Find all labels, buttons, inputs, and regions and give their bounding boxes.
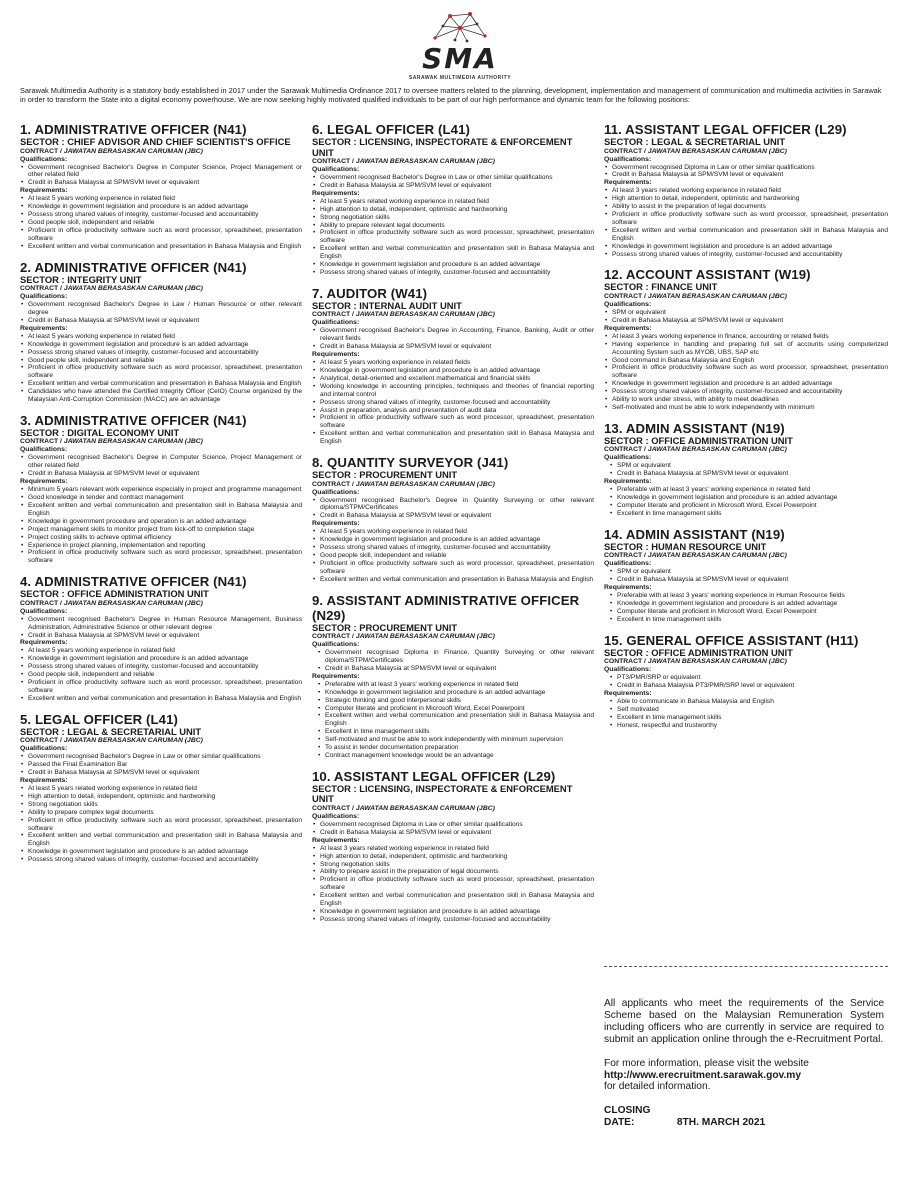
contract-scheme: JAWATAN BERASASKAN CARUMAN (JBC) bbox=[63, 737, 203, 745]
requirement-item: • Knowledge in government legislation and procedure is an added advantage bbox=[312, 536, 594, 544]
requirement-item: • Ability to prepare complex legal documents bbox=[20, 809, 302, 817]
job-title: 4. ADMINISTRATIVE OFFICER (N41) bbox=[20, 574, 247, 590]
requirement-item: • Excellent written and verbal communication and presentation skill in Bahasa Malaysia and English bbox=[312, 245, 594, 261]
requirement-item: • Excellent written and verbal communication and presentation skill in Bahasa Malaysia and English bbox=[20, 502, 302, 518]
requirement-item: • Knowledge in government legislation and procedure is an added advantage bbox=[20, 848, 302, 856]
logo-subtitle: SARAWAK MULTIMEDIA AUTHORITY bbox=[408, 75, 512, 81]
job-posting bbox=[312, 593, 594, 760]
requirements-list bbox=[20, 333, 302, 404]
qualification-item: • Credit in Bahasa Malaysia at SPM/SVM level or equivalent bbox=[604, 576, 888, 584]
requirement-item: • Proficient in office productivity software such as word processor, spreadsheet, presentation software bbox=[312, 560, 594, 576]
requirement-item: • Excellent written and verbal communication and presentation in Bahasa Malaysia and English bbox=[20, 380, 302, 388]
requirement-item: • Strong negotiation skills bbox=[20, 801, 302, 809]
requirement-item: • Ability to assist in the preparation of legal documents bbox=[604, 203, 888, 211]
requirement-item: • Working knowledge in accounting principles, techniques and theories of financial reporting and internal control bbox=[312, 383, 594, 399]
contract-scheme: JAWATAN BERASASKAN CARUMAN (JBC) bbox=[63, 285, 203, 293]
job-title: 15. GENERAL OFFICE ASSISTANT (H11) bbox=[604, 632, 859, 648]
requirement-item: • Possess strong shared values of integrity, customer-focused and accountability bbox=[604, 251, 888, 259]
contract-scheme: JAWATAN BERASASKAN CARUMAN (JBC) bbox=[647, 292, 787, 300]
job-title: 14. ADMIN ASSISTANT (N19) bbox=[604, 526, 785, 542]
requirement-item: • Good people skill, independent and reliable bbox=[20, 671, 302, 679]
job-posting bbox=[20, 260, 302, 404]
requirements-list bbox=[604, 333, 888, 412]
requirements-label: Requirements: bbox=[604, 478, 652, 486]
requirement-item: • At least 5 years working experience in related field bbox=[312, 528, 594, 536]
qualifications-label: Qualifications: bbox=[604, 560, 652, 568]
contract-scheme: JAWATAN BERASASKAN CARUMAN (JBC) bbox=[63, 438, 203, 446]
qualifications-list bbox=[604, 674, 888, 690]
qualifications-label: Qualifications: bbox=[312, 812, 360, 820]
qualifications-list bbox=[20, 164, 302, 188]
requirements-label: Requirements: bbox=[20, 187, 68, 195]
requirement-item: • High attention to detail, independent, optimistic and hardworking bbox=[312, 853, 594, 861]
requirement-item: • At least 5 years related working experience in related field bbox=[312, 198, 594, 206]
requirement-item: • At least 5 years working experience in related fields bbox=[312, 359, 594, 367]
requirements-list bbox=[20, 195, 302, 250]
requirement-item: • Strong negotiation skills bbox=[312, 214, 594, 222]
requirement-item: • Possess strong shared values of integrity, customer-focused and accountability bbox=[20, 211, 302, 219]
contract-label: CONTRACT / bbox=[604, 446, 648, 454]
requirement-item: • Excellent written and verbal communication and presentation skill in Bahasa Malaysia and English bbox=[312, 712, 594, 728]
job-title: 2. ADMINISTRATIVE OFFICER (N41) bbox=[20, 259, 247, 275]
qualification-item: • PT3/PMR/SRP or equivalent bbox=[604, 674, 888, 682]
qualification-item: • Credit in Bahasa Malaysia at SPM/SVM level or equivalent bbox=[312, 665, 594, 673]
job-sector: SECTOR : INTERNAL AUDIT UNIT bbox=[312, 299, 462, 311]
contract-scheme: JAWATAN BERASASKAN CARUMAN (JBC) bbox=[355, 311, 495, 319]
qualification-item: • Government recognised Bachelor's Degree in Computer Science, Project Management or other related field bbox=[20, 454, 302, 470]
job-title: 9. ASSISTANT ADMINISTRATIVE OFFICER (N29) bbox=[312, 592, 580, 623]
job-sector: SECTOR : LEGAL & SECRETARIAL UNIT bbox=[20, 725, 202, 737]
qualifications-label: Qualifications: bbox=[20, 293, 68, 301]
requirement-item: • To assist in tender documentation preparation bbox=[312, 744, 594, 752]
qualification-item: • Credit in Bahasa Malaysia PT3/PMR/SRP level or equivalent bbox=[604, 682, 888, 690]
qualification-item: • Credit in Bahasa Malaysia at SPM/SVM level or equivalent bbox=[312, 343, 594, 351]
application-info bbox=[604, 998, 884, 1129]
requirements-list bbox=[312, 198, 594, 277]
contract-type bbox=[312, 805, 594, 813]
job-sector: SECTOR : OFFICE ADMINISTRATION UNIT bbox=[604, 646, 793, 658]
qualifications-label: Qualifications: bbox=[20, 155, 68, 163]
requirement-item: • Preferable with at least 3 years' working experience in related field bbox=[312, 681, 594, 689]
qualifications-list bbox=[20, 454, 302, 478]
job-title: 3. ADMINISTRATIVE OFFICER (N41) bbox=[20, 412, 247, 428]
requirements-label: Requirements: bbox=[604, 324, 652, 332]
requirement-item: • Knowledge in government legislation and procedure is an added advantage bbox=[312, 908, 594, 916]
requirements-list bbox=[604, 486, 888, 518]
qualifications-label: Qualifications: bbox=[604, 454, 652, 462]
contract-type bbox=[312, 158, 594, 166]
requirements-label: Requirements: bbox=[312, 520, 360, 528]
contract-type bbox=[312, 311, 594, 319]
requirement-item: • Knowledge in government legislation and procedure is an added advantage bbox=[604, 600, 888, 608]
requirement-item: • Proficient in office productivity software such as word processor, spreadsheet, presentation software bbox=[312, 876, 594, 892]
requirement-item: • Honest, respectful and trustworthy bbox=[604, 722, 888, 730]
requirements-label: Requirements: bbox=[312, 836, 360, 844]
requirements-label: Requirements: bbox=[312, 351, 360, 359]
contract-type bbox=[312, 481, 594, 489]
dashed-divider bbox=[604, 966, 888, 967]
contract-type bbox=[604, 658, 888, 666]
requirement-item: • At least 5 years working experience in related field bbox=[20, 195, 302, 203]
qualification-item: • Credit in Bahasa Malaysia at SPM/SVM level or equivalent bbox=[604, 171, 888, 179]
qualification-item: • Government recognised Bachelor's Degree in Law or other similar qualifications bbox=[312, 174, 594, 182]
qualification-item: • Credit in Bahasa Malaysia at SPM/SVM level or equivalent bbox=[604, 317, 888, 325]
qualifications-list bbox=[20, 753, 302, 777]
qualifications-label: Qualifications: bbox=[312, 166, 360, 173]
requirements-list bbox=[20, 647, 302, 702]
contract-label: CONTRACT / bbox=[312, 480, 356, 488]
qualification-item: • Credit in Bahasa Malaysia at SPM/SVM level or equivalent bbox=[20, 769, 302, 777]
qualifications-label: Qualifications: bbox=[20, 607, 68, 615]
requirement-item: • Strong negotiation skills bbox=[312, 861, 594, 869]
requirement-item: • Proficient in office productivity software such as word processor, spreadsheet, presentation software bbox=[20, 817, 302, 833]
requirement-item: • Possess strong shared values of integrity, customer-focused and accountability bbox=[312, 269, 594, 277]
qualification-item: • Credit in Bahasa Malaysia at SPM/SVM level or equivalent bbox=[312, 182, 594, 190]
qualification-item: • Passed the Final Examination Bar bbox=[20, 761, 302, 769]
job-title: 1. ADMINISTRATIVE OFFICER (N41) bbox=[20, 122, 247, 137]
closing-date-label: CLOSING DATE: bbox=[604, 1105, 651, 1129]
requirement-item: • Excellent written and verbal communication and presentation in Bahasa Malaysia and English bbox=[20, 243, 302, 251]
requirement-item: • Proficient in office productivity software such as word processor, spreadsheet, presentation software bbox=[312, 414, 594, 430]
contract-scheme: JAWATAN BERASASKAN CARUMAN (JBC) bbox=[355, 158, 495, 165]
qualification-item: • Credit in Bahasa Malaysia at SPM/SVM level or equivalent bbox=[312, 829, 594, 837]
qualifications-list bbox=[312, 174, 594, 190]
contract-label: CONTRACT / bbox=[312, 158, 356, 165]
contract-scheme: JAWATAN BERASASKAN CARUMAN (JBC) bbox=[63, 147, 203, 155]
requirement-item: • Proficient in office productivity software such as word processor, spreadsheet, presentation software bbox=[20, 364, 302, 380]
requirement-item: • Good knowledge in tender and contract management bbox=[20, 494, 302, 502]
requirement-item: • Good people skill, independent and reliable bbox=[20, 357, 302, 365]
requirement-item: • Excellent in time management skills bbox=[604, 616, 888, 624]
qualification-item: • Credit in Bahasa Malaysia at SPM/SVM level or equivalent bbox=[20, 179, 302, 187]
qualification-item: • Government recognised Bachelor's Degree in Human Resource Management, Business Administration, Administrative Science or other relevant degree bbox=[20, 616, 302, 632]
requirement-item: • Possess strong shared values of integrity, customer-focused and accountability bbox=[312, 399, 594, 407]
requirement-item: • At least 3 years related working experience in related field bbox=[312, 845, 594, 853]
job-title: 12. ACCOUNT ASSISTANT (W19) bbox=[604, 267, 811, 283]
requirement-item: • High attention to detail, independent, optimistic and hardworking bbox=[312, 206, 594, 214]
requirement-item: • Computer literate and proficient in Microsoft Word, Excel Powerpoint bbox=[604, 608, 888, 616]
contract-type bbox=[20, 438, 302, 446]
job-posting bbox=[20, 574, 302, 703]
job-posting bbox=[604, 122, 888, 258]
requirement-item: • Good command in Bahasa Malaysia and English bbox=[604, 357, 888, 365]
apply-text: All applicants who meet the requirements of the Service Scheme based on the Malaysian Remuneration System including officers who are currently in service are required to submit an application online through the e-Recruitment Portal. bbox=[604, 998, 884, 1045]
qualifications-list bbox=[604, 309, 888, 325]
job-posting bbox=[20, 122, 302, 251]
job-sector: SECTOR : LICENSING, INSPECTORATE & ENFORCEMENT UNIT bbox=[312, 782, 573, 805]
requirements-label: Requirements: bbox=[20, 478, 68, 486]
requirements-list bbox=[604, 187, 888, 258]
contract-scheme: JAWATAN BERASASKAN CARUMAN (JBC) bbox=[63, 599, 203, 607]
requirement-item: • Having experience in handling and preparing full set of accounts using computerized Accounting System such as MYOB, UBS, SAP etc bbox=[604, 341, 888, 357]
job-posting bbox=[312, 122, 594, 277]
qualification-item: • Government recognised Diploma in Law or other similar qualifications bbox=[604, 164, 888, 172]
requirement-item: • Knowledge in government legislation and procedure is an added advantage bbox=[20, 655, 302, 663]
requirement-item: • Possess strong shared values of integrity, customer-focused and accountability bbox=[312, 544, 594, 552]
contract-label: CONTRACT / bbox=[20, 438, 64, 446]
requirement-item: • Self-motivated and must be able to work independently with minimum bbox=[604, 404, 888, 412]
requirements-list bbox=[604, 698, 888, 730]
qualification-item: • Credit in Bahasa Malaysia at SPM/SVM level or equivalent bbox=[604, 470, 888, 478]
requirement-item: • Knowledge in government legislation and procedure is an added advantage bbox=[604, 243, 888, 251]
requirements-list bbox=[312, 359, 594, 446]
closing-date-row bbox=[604, 1105, 884, 1129]
qualification-item: • SPM or equivalent bbox=[604, 568, 888, 576]
contract-scheme: JAWATAN BERASASKAN CARUMAN (JBC) bbox=[647, 147, 787, 155]
requirements-label: Requirements: bbox=[604, 179, 652, 187]
job-title: 6. LEGAL OFFICER (L41) bbox=[312, 122, 471, 137]
qualification-item: • SPM or equivalent bbox=[604, 309, 888, 317]
column-3 bbox=[604, 122, 888, 739]
requirement-item: • Ability to work under stress, with ability to meet deadlines bbox=[604, 396, 888, 404]
job-sector: SECTOR : DIGITAL ECONOMY UNIT bbox=[20, 426, 180, 438]
requirement-item: • Project management skills to monitor project from kick-off to completion stage bbox=[20, 526, 302, 534]
requirement-item: • At least 5 years related working experience in related field bbox=[20, 785, 302, 793]
qualifications-label: Qualifications: bbox=[20, 446, 68, 454]
qualifications-label: Qualifications: bbox=[20, 745, 68, 753]
job-sector: SECTOR : LICENSING, INSPECTORATE & ENFORCEMENT UNIT bbox=[312, 136, 573, 158]
job-posting bbox=[20, 413, 302, 565]
contract-scheme: JAWATAN BERASASKAN CARUMAN (JBC) bbox=[647, 552, 787, 560]
job-title: 13. ADMIN ASSISTANT (N19) bbox=[604, 420, 785, 436]
requirement-item: • Minimum 5 years relevant work experience especially in project and programme management bbox=[20, 486, 302, 494]
qualifications-list bbox=[20, 616, 302, 640]
job-title: 7. AUDITOR (W41) bbox=[312, 285, 428, 301]
requirement-item: • At least 3 years related working experience in related field bbox=[604, 187, 888, 195]
column-1 bbox=[20, 122, 302, 873]
job-sector: SECTOR : PROCUREMENT UNIT bbox=[312, 621, 458, 633]
job-posting bbox=[604, 633, 888, 730]
requirement-item: • Proficient in office productivity software such as word processor, spreadsheet, presentation software bbox=[604, 364, 888, 380]
requirement-item: • Possess strong shared values of integrity, customer-focused and accountability bbox=[20, 856, 302, 864]
qualifications-list bbox=[604, 164, 888, 180]
contract-type bbox=[604, 148, 888, 156]
contract-type bbox=[604, 446, 888, 454]
qualifications-label: Qualifications: bbox=[604, 155, 652, 163]
info-tail: for detailed information. bbox=[604, 1081, 711, 1093]
qualification-item: • Government recognised Bachelor's Degree in Law or other similar qualifications bbox=[20, 753, 302, 761]
requirements-list bbox=[312, 845, 594, 924]
contract-label: CONTRACT / bbox=[604, 658, 648, 666]
column-2 bbox=[312, 122, 594, 933]
contract-label: CONTRACT / bbox=[20, 285, 64, 293]
contract-type bbox=[312, 633, 594, 641]
requirement-item: • High attention to detail, independent, optimistic and hardworking bbox=[604, 195, 888, 203]
contract-label: CONTRACT / bbox=[20, 147, 64, 155]
requirement-item: • Ability to prepare assist in the preparation of legal documents bbox=[312, 868, 594, 876]
requirement-item: • At least 3 years working experience in finance, accounting or related fields bbox=[604, 333, 888, 341]
job-posting bbox=[604, 421, 888, 518]
requirement-item: • Analytical, detail-oriented and excellent mathematical and financial skills bbox=[312, 375, 594, 383]
contract-label: CONTRACT / bbox=[312, 804, 356, 812]
requirements-list bbox=[20, 785, 302, 864]
qualifications-label: Qualifications: bbox=[312, 488, 360, 496]
qualifications-list bbox=[20, 301, 302, 325]
requirements-list bbox=[312, 681, 594, 760]
logo-text: SMA bbox=[422, 42, 498, 75]
requirement-item: • Knowledge in government legislation and procedure is an added advantage bbox=[312, 689, 594, 697]
contract-label: CONTRACT / bbox=[604, 292, 648, 300]
job-title: 11. ASSISTANT LEGAL OFFICER (L29) bbox=[604, 122, 847, 137]
job-sector: SECTOR : CHIEF ADVISOR AND CHIEF SCIENTIST'S OFFICE bbox=[20, 136, 291, 147]
qualifications-label: Qualifications: bbox=[312, 641, 360, 649]
job-posting bbox=[20, 712, 302, 864]
requirement-item: • Excellent written and verbal communication and presentation skill in Bahasa Malaysia and English bbox=[20, 832, 302, 848]
recruitment-url-link[interactable]: http://www.erecruitment.sarawak.gov.my bbox=[604, 1069, 802, 1081]
requirements-label: Requirements: bbox=[20, 777, 68, 784]
job-title: 5. LEGAL OFFICER (L41) bbox=[20, 711, 179, 727]
contract-label: CONTRACT / bbox=[20, 737, 64, 745]
requirement-item: • Strategic thinking and good interpersonal skills bbox=[312, 697, 594, 705]
requirement-item: • Possess strong shared values of integrity, customer-focused and accountability bbox=[312, 916, 594, 924]
qualifications-list bbox=[604, 462, 888, 478]
requirement-item: • Knowledge in government legislation and procedure is an added advantage bbox=[20, 203, 302, 211]
job-title: 8. QUANTITY SURVEYOR (J41) bbox=[312, 455, 509, 471]
qualification-item: • Credit in Bahasa Malaysia at SPM/SVM level or equivalent bbox=[312, 512, 594, 520]
qualification-item: • Government recognised Diploma in Finance, Quantity Surveying or other relevant diploma/STPM/Certificates bbox=[312, 649, 594, 665]
contract-scheme: JAWATAN BERASASKAN CARUMAN (JBC) bbox=[355, 804, 495, 812]
requirement-item: • Computer literate and proficient in Microsoft Word, Excel Powerpoint bbox=[604, 502, 888, 510]
job-posting bbox=[312, 455, 594, 584]
contract-type bbox=[20, 285, 302, 293]
qualifications-list bbox=[312, 649, 594, 673]
job-sector: SECTOR : HUMAN RESOURCE UNIT bbox=[604, 540, 767, 552]
requirement-item: • Preferable with at least 3 years' working experience in Human Resource fields bbox=[604, 592, 888, 600]
requirements-label: Requirements: bbox=[20, 324, 68, 332]
closing-date-value: 8TH. MARCH 2021 bbox=[676, 1117, 766, 1129]
requirement-item: • Knowledge in government legislation and procedure is an added advantage bbox=[604, 494, 888, 502]
job-posting bbox=[604, 527, 888, 624]
qualification-item: • Government recognised Diploma in Law or other similar qualifications bbox=[312, 821, 594, 829]
requirements-label: Requirements: bbox=[604, 690, 652, 698]
requirement-item: • Computer literate and proficient in Microsoft Word, Excel Powerpoint bbox=[312, 705, 594, 713]
intro-paragraph: Sarawak Multimedia Authority is a statutory body established in 2017 under the Sarawak Multimedia Ordinance 2017 to oversee matters related to the planning, development, implementation and management of communication and multimedia activities in Sarawak in order to transform the State into a digital economy powerhouse. We are now seeking highly motivated qualified individuals to be part of our high performance and dynamic team for the following positions: bbox=[20, 86, 882, 105]
qualification-item: • SPM or equivalent bbox=[604, 462, 888, 470]
contract-scheme: JAWATAN BERASASKAN CARUMAN (JBC) bbox=[647, 658, 787, 666]
contract-type bbox=[20, 600, 302, 608]
job-sector: SECTOR : INTEGRITY UNIT bbox=[20, 273, 142, 285]
requirements-label: Requirements: bbox=[312, 189, 360, 197]
requirements-label: Requirements: bbox=[20, 639, 68, 647]
qualification-item: • Government recognised Bachelor's Degree in Law / Human Resource or other relevant degree bbox=[20, 301, 302, 317]
requirement-item: • Excellent written and verbal communication and presentation in Bahasa Malaysia and English bbox=[312, 576, 594, 584]
job-sector: SECTOR : PROCUREMENT UNIT bbox=[312, 469, 458, 481]
qualifications-list bbox=[604, 568, 888, 584]
requirements-list bbox=[20, 486, 302, 565]
requirement-item: • Excellent in time management skills bbox=[604, 510, 888, 518]
requirement-item: • Excellent written and verbal communication and presentation in Bahasa Malaysia and English bbox=[20, 695, 302, 703]
contract-type bbox=[20, 148, 302, 156]
job-sector: SECTOR : OFFICE ADMINISTRATION UNIT bbox=[20, 588, 209, 600]
contract-scheme: JAWATAN BERASASKAN CARUMAN (JBC) bbox=[647, 446, 787, 454]
qualification-item: • Credit in Bahasa Malaysia at SPM/SVM level or equivalent bbox=[20, 632, 302, 640]
requirement-item: • Possess strong shared values of integrity, customer-focused and accountability bbox=[604, 388, 888, 396]
contract-label: CONTRACT / bbox=[312, 311, 356, 319]
qualification-item: • Credit in Bahasa Malaysia at SPM/SVM level or equivalent bbox=[20, 470, 302, 478]
qualifications-list bbox=[312, 497, 594, 521]
qualifications-label: Qualifications: bbox=[604, 300, 652, 308]
requirement-item: • Possess strong shared values of integrity, customer-focused and accountability bbox=[20, 349, 302, 357]
qualification-item: • Government recognised Bachelor's Degree in Accounting, Finance, Banking, Audit or other relevant fields bbox=[312, 327, 594, 343]
contract-label: CONTRACT / bbox=[604, 147, 648, 155]
job-posting bbox=[604, 267, 888, 411]
requirement-item: • Knowledge in government legislation and procedure is an added advantage bbox=[312, 367, 594, 375]
requirement-item: • Knowledge in government legislation and procedure is an added advantage bbox=[312, 261, 594, 269]
contract-type bbox=[604, 293, 888, 301]
requirement-item: • Assist in preparation, analysis and presentation of audit data bbox=[312, 407, 594, 415]
requirement-item: • Able to communicate in Bahasa Malaysia and English bbox=[604, 698, 888, 706]
requirement-item: • Proficient in office productivity software such as word processor, spreadsheet, presentation software bbox=[20, 549, 302, 565]
contract-label: CONTRACT / bbox=[604, 552, 648, 560]
job-sector: SECTOR : LEGAL & SECRETARIAL UNIT bbox=[604, 136, 786, 147]
job-title: 10. ASSISTANT LEGAL OFFICER (L29) bbox=[312, 768, 556, 784]
qualification-item: • Credit in Bahasa Malaysia at SPM/SVM level or equivalent bbox=[20, 317, 302, 325]
contract-type bbox=[604, 552, 888, 560]
requirement-item: • Excellent written and verbal communication and presentation skill in Bahasa Malaysia and English bbox=[312, 892, 594, 908]
requirement-item: • Contract management knowledge would be an advantage bbox=[312, 752, 594, 760]
requirement-item: • At least 5 years working experience in related field bbox=[20, 333, 302, 341]
sma-logo bbox=[405, 8, 515, 80]
job-posting bbox=[312, 769, 594, 924]
requirement-item: • Proficient in office productivity software such as word processor, spreadsheet, presentation software bbox=[312, 229, 594, 245]
requirement-item: • Excellent written and verbal communication and presentation skill in Bahasa Malaysia and English bbox=[604, 227, 888, 243]
requirement-item: • Experience in project planning, implementation and reporting bbox=[20, 542, 302, 550]
requirement-item: • Possess strong shared values of integrity, customer-focused and accountability bbox=[20, 663, 302, 671]
requirement-item: • Proficient in office productivity software such as word processor, spreadsheet, presentation software bbox=[20, 679, 302, 695]
requirement-item: • Proficient in office productivity software such as word processor, spreadsheet, presentation software bbox=[604, 211, 888, 227]
info-text: For more information, please visit the website bbox=[604, 1057, 809, 1069]
requirement-item: • Knowledge in government legislation and procedure is an added advantage bbox=[20, 341, 302, 349]
requirements-label: Requirements: bbox=[604, 584, 652, 592]
requirement-item: • Candidates who have attended the Certified Integrity Officer (CeIO) Course organized by the Malaysian Anti-Corruption Commission (MACC) are an advantage bbox=[20, 388, 302, 404]
requirement-item: • Preferable with at least 3 years' working experience in related field bbox=[604, 486, 888, 494]
requirements-label: Requirements: bbox=[312, 672, 360, 680]
qualifications-label: Qualifications: bbox=[604, 666, 652, 674]
qualification-item: • Government recognised Bachelor's Degree in Computer Science, Project Management or other related field bbox=[20, 164, 302, 180]
requirement-item: • Proficient in office productivity software such as word processor, spreadsheet, presentation software bbox=[20, 227, 302, 243]
requirement-item: • Good people skill, independent and reliable bbox=[20, 219, 302, 227]
qualifications-label: Qualifications: bbox=[312, 319, 360, 327]
contract-scheme: JAWATAN BERASASKAN CARUMAN (JBC) bbox=[355, 633, 495, 641]
qualifications-list bbox=[312, 327, 594, 351]
qualification-item: • Government recognised Bachelor's Degree in Quantity Surveying or other relevant diploma/STPM/Certificates bbox=[312, 497, 594, 513]
contract-type bbox=[20, 737, 302, 745]
requirement-item: • At least 5 years working experience in related field bbox=[20, 647, 302, 655]
requirement-item: • Excellent in time management skills bbox=[604, 714, 888, 722]
requirement-item: • Good people skill, independent and reliable bbox=[312, 552, 594, 560]
requirement-item: • Knowledge in government legislation and procedure is an added advantage bbox=[604, 380, 888, 388]
requirements-list bbox=[312, 528, 594, 583]
contract-label: CONTRACT / bbox=[20, 599, 64, 607]
requirement-item: • Excellent in time management skills bbox=[312, 728, 594, 736]
requirement-item: • Ability to prepare relevant legal documents bbox=[312, 222, 594, 230]
job-sector: SECTOR : OFFICE ADMINISTRATION UNIT bbox=[604, 434, 793, 446]
requirement-item: • High attention to detail, independent, optimistic and hardworking bbox=[20, 793, 302, 801]
job-posting bbox=[312, 286, 594, 446]
qualifications-list bbox=[312, 821, 594, 837]
requirements-list bbox=[604, 592, 888, 624]
requirement-item: • Knowledge in government procedure and operation is an added advantage bbox=[20, 518, 302, 526]
requirement-item: • Project costing skills to achieve optimal efficiency bbox=[20, 534, 302, 542]
contract-label: CONTRACT / bbox=[312, 633, 356, 641]
requirement-item: • Self motivated bbox=[604, 706, 888, 714]
contract-scheme: JAWATAN BERASASKAN CARUMAN (JBC) bbox=[355, 480, 495, 488]
job-sector: SECTOR : FINANCE UNIT bbox=[604, 281, 718, 293]
requirement-item: • Self-motivated and must be able to work independently with minimum supervision bbox=[312, 736, 594, 744]
requirement-item: • Excellent written and verbal communication and presentation skill in Bahasa Malaysia and English bbox=[312, 430, 594, 446]
